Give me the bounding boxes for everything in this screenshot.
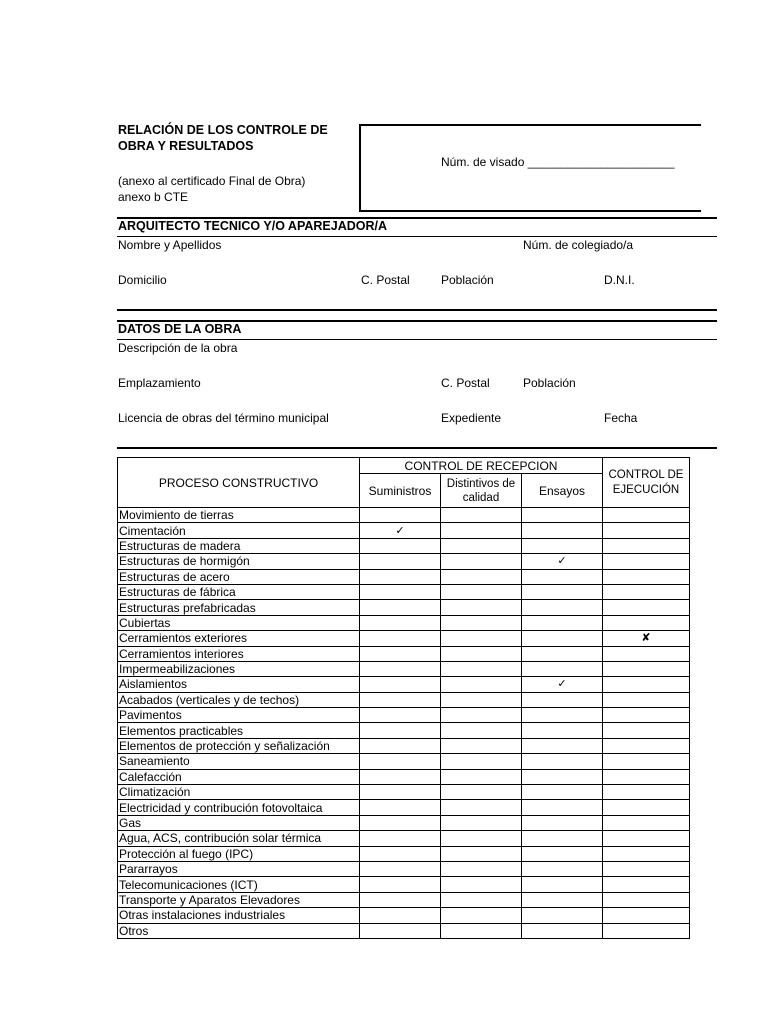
- cell-distintivos[interactable]: [441, 538, 522, 553]
- table-row: [118, 723, 690, 738]
- cell-ejecucion[interactable]: [603, 554, 690, 569]
- cell-ensayos[interactable]: [522, 508, 603, 523]
- cell-ejecucion[interactable]: [603, 923, 690, 938]
- cell-suministros[interactable]: [360, 692, 441, 707]
- cell-ejecucion[interactable]: [603, 569, 690, 584]
- col-suministros-header: Suministros: [360, 474, 441, 508]
- cell-distintivos[interactable]: [441, 723, 522, 738]
- cpostal-field[interactable]: C. Postal: [361, 273, 410, 287]
- cell-suministros[interactable]: [360, 584, 441, 599]
- table-row: [118, 800, 690, 815]
- cell-suministros[interactable]: [360, 908, 441, 923]
- cell-ejecucion[interactable]: [603, 800, 690, 815]
- table-row: [118, 769, 690, 784]
- proceso-label: Electricidad y contribución fotovoltaica: [118, 800, 360, 815]
- cell-ensayos[interactable]: [522, 523, 603, 538]
- table-row: [118, 646, 690, 661]
- cell-distintivos[interactable]: [441, 738, 522, 753]
- cell-ensayos[interactable]: [522, 615, 603, 630]
- annex-line-2: anexo b CTE: [118, 190, 189, 204]
- cell-suministros[interactable]: [360, 708, 441, 723]
- table-row: [118, 508, 690, 523]
- cell-distintivos[interactable]: [441, 754, 522, 769]
- table-row: [118, 708, 690, 723]
- proceso-label: Aislamientos: [118, 677, 360, 692]
- cell-suministros[interactable]: [360, 554, 441, 569]
- cell-suministros[interactable]: [360, 677, 441, 692]
- cell-suministros[interactable]: [360, 769, 441, 784]
- table-row: [118, 631, 690, 646]
- cell-ensayos[interactable]: [522, 646, 603, 661]
- cell-distintivos[interactable]: [441, 584, 522, 599]
- cell-suministros[interactable]: [360, 754, 441, 769]
- proceso-label: Estructuras de hormigón: [118, 554, 360, 569]
- col-distintivos-header: Distintivos de calidad: [441, 474, 522, 508]
- cell-ensayos[interactable]: [522, 877, 603, 892]
- proceso-label: Agua, ACS, contribución solar térmica: [118, 831, 360, 846]
- cell-distintivos[interactable]: [441, 800, 522, 815]
- cell-ejecucion[interactable]: [603, 861, 690, 876]
- cell-ensayos[interactable]: [522, 892, 603, 907]
- cell-ejecucion[interactable]: [603, 677, 690, 692]
- cell-suministros[interactable]: [360, 600, 441, 615]
- cell-ensayos[interactable]: [522, 631, 603, 646]
- annex-note: [118, 173, 358, 205]
- cell-ejecucion[interactable]: [603, 754, 690, 769]
- cell-ensayos[interactable]: [522, 769, 603, 784]
- cell-suministros[interactable]: [360, 723, 441, 738]
- cell-ejecucion[interactable]: [603, 615, 690, 630]
- cell-distintivos[interactable]: [441, 815, 522, 830]
- table-row: [118, 554, 690, 569]
- cell-ensayos[interactable]: [522, 584, 603, 599]
- cell-distintivos[interactable]: [441, 892, 522, 907]
- proceso-label: Transporte y Aparatos Elevadores: [118, 892, 360, 907]
- cell-distintivos[interactable]: [441, 877, 522, 892]
- cell-ensayos[interactable]: [522, 861, 603, 876]
- cell-distintivos[interactable]: [441, 646, 522, 661]
- cell-suministros[interactable]: [360, 738, 441, 753]
- cell-ejecucion[interactable]: [603, 846, 690, 861]
- col-proceso-header: PROCESO CONSTRUCTIVO: [118, 458, 360, 508]
- cell-ejecucion[interactable]: [603, 877, 690, 892]
- cell-ejecucion[interactable]: [603, 908, 690, 923]
- table-row: [118, 677, 690, 692]
- cell-ensayos[interactable]: [522, 846, 603, 861]
- cell-ensayos[interactable]: [522, 708, 603, 723]
- arquitecto-heading: ARQUITECTO TECNICO Y/O APAREJADOR/A: [118, 219, 388, 233]
- proceso-label: Movimiento de tierras: [118, 508, 360, 523]
- cell-ensayos[interactable]: [522, 569, 603, 584]
- descripcion-field[interactable]: Descripción de la obra: [118, 341, 238, 355]
- table-row: [118, 785, 690, 800]
- cell-ensayos[interactable]: [522, 908, 603, 923]
- cell-suministros[interactable]: [360, 615, 441, 630]
- cell-ejecucion[interactable]: [603, 831, 690, 846]
- table-row: [118, 831, 690, 846]
- proceso-label: Calefacción: [118, 769, 360, 784]
- cell-ejecucion[interactable]: [603, 785, 690, 800]
- domicilio-field[interactable]: Domicilio: [118, 273, 167, 287]
- cell-distintivos[interactable]: [441, 554, 522, 569]
- cell-ensayos[interactable]: [522, 723, 603, 738]
- obra-cpostal-field[interactable]: C. Postal: [441, 376, 490, 390]
- cell-ensayos[interactable]: [522, 923, 603, 938]
- dni-field[interactable]: D.N.I.: [604, 273, 635, 287]
- cell-ejecucion[interactable]: [603, 692, 690, 707]
- obra-heading: DATOS DE LA OBRA: [118, 322, 242, 336]
- proceso-label: Otras instalaciones industriales: [118, 908, 360, 923]
- proceso-label: Pararrayos: [118, 861, 360, 876]
- proceso-label: Estructuras de acero: [118, 569, 360, 584]
- table-row: [118, 754, 690, 769]
- cell-ensayos[interactable]: [522, 538, 603, 553]
- cell-distintivos[interactable]: [441, 923, 522, 938]
- cell-distintivos[interactable]: [441, 631, 522, 646]
- cell-suministros[interactable]: [360, 785, 441, 800]
- table-row: [118, 846, 690, 861]
- table-row: [118, 692, 690, 707]
- cell-suministros[interactable]: [360, 846, 441, 861]
- cell-suministros[interactable]: [360, 661, 441, 676]
- cell-suministros[interactable]: [360, 631, 441, 646]
- cell-distintivos[interactable]: [441, 785, 522, 800]
- annex-line-1: (anexo al certificado Final de Obra): [118, 174, 306, 188]
- cell-distintivos[interactable]: [441, 861, 522, 876]
- proceso-label: Cimentación: [118, 523, 360, 538]
- cell-ensayos[interactable]: [522, 738, 603, 753]
- cell-distintivos[interactable]: [441, 708, 522, 723]
- cell-distintivos[interactable]: [441, 677, 522, 692]
- cell-suministros[interactable]: [360, 815, 441, 830]
- cell-suministros[interactable]: [360, 861, 441, 876]
- cell-ensayos[interactable]: ✓: [522, 554, 603, 569]
- document-title: RELACIÓN DE LOS CONTROLE DE OBRA Y RESULTADOS: [118, 123, 328, 153]
- proceso-label: Acabados (verticales y de techos): [118, 692, 360, 707]
- table-row: [118, 538, 690, 553]
- proceso-label: Estructuras de fábrica: [118, 584, 360, 599]
- cell-ejecucion[interactable]: [603, 892, 690, 907]
- fecha-field[interactable]: Fecha: [604, 411, 638, 425]
- cell-distintivos[interactable]: [441, 846, 522, 861]
- cell-suministros[interactable]: [360, 892, 441, 907]
- proceso-label: Estructuras prefabricadas: [118, 600, 360, 615]
- table-row: [118, 600, 690, 615]
- cell-ejecucion[interactable]: [603, 769, 690, 784]
- obra-poblacion-field[interactable]: Población: [523, 376, 576, 390]
- cell-suministros[interactable]: [360, 800, 441, 815]
- cell-ejecucion[interactable]: [603, 738, 690, 753]
- table-row: [118, 661, 690, 676]
- cell-distintivos[interactable]: [441, 661, 522, 676]
- poblacion-field[interactable]: Población: [441, 273, 494, 287]
- cell-distintivos[interactable]: [441, 569, 522, 584]
- cell-distintivos[interactable]: [441, 769, 522, 784]
- table-row: [118, 523, 690, 538]
- cell-ejecucion[interactable]: [603, 815, 690, 830]
- cell-suministros[interactable]: [360, 569, 441, 584]
- cell-suministros[interactable]: [360, 646, 441, 661]
- proceso-label: Otros: [118, 923, 360, 938]
- table-row: [118, 569, 690, 584]
- proceso-label: Estructuras de madera: [118, 538, 360, 553]
- section-divider: [117, 339, 717, 340]
- table-row: [118, 908, 690, 923]
- cell-distintivos[interactable]: [441, 508, 522, 523]
- licencia-field[interactable]: Licencia de obras del término municipal: [118, 411, 329, 425]
- proceso-label: Elementos de protección y señalización: [118, 738, 360, 753]
- proceso-label: Saneamiento: [118, 754, 360, 769]
- table-row: [118, 738, 690, 753]
- cell-ensayos[interactable]: ✓: [522, 677, 603, 692]
- section-divider: [117, 236, 717, 237]
- visado-field[interactable]: Núm. de visado ______________________: [441, 155, 675, 169]
- cell-ensayos[interactable]: [522, 800, 603, 815]
- colegiado-field[interactable]: Núm. de colegiado/a: [523, 238, 634, 252]
- cell-ensayos[interactable]: [522, 661, 603, 676]
- cell-ensayos[interactable]: [522, 600, 603, 615]
- proceso-label: Protección al fuego (IPC): [118, 846, 360, 861]
- cell-ejecucion[interactable]: [603, 661, 690, 676]
- cell-ejecucion[interactable]: [603, 508, 690, 523]
- cell-ejecucion[interactable]: [603, 538, 690, 553]
- proceso-label: Cerramientos interiores: [118, 646, 360, 661]
- col-recepcion-header: CONTROL DE RECEPCION: [360, 458, 603, 474]
- proceso-label: Telecomunicaciones (ICT): [118, 877, 360, 892]
- cell-ejecucion[interactable]: [603, 523, 690, 538]
- nombre-field[interactable]: Nombre y Apellidos: [118, 238, 222, 252]
- cell-suministros[interactable]: [360, 538, 441, 553]
- cell-ejecucion[interactable]: [603, 708, 690, 723]
- cell-ensayos[interactable]: [522, 831, 603, 846]
- cell-ejecucion[interactable]: [603, 723, 690, 738]
- expediente-field[interactable]: Expediente: [441, 411, 502, 425]
- proceso-label: Elementos practicables: [118, 723, 360, 738]
- cell-suministros[interactable]: [360, 508, 441, 523]
- proceso-label: Impermeabilizaciones: [118, 661, 360, 676]
- proceso-label: Cubiertas: [118, 615, 360, 630]
- cell-ejecucion[interactable]: ✘: [603, 631, 690, 646]
- proceso-label: Climatización: [118, 785, 360, 800]
- cell-ejecucion[interactable]: [603, 646, 690, 661]
- table-row: [118, 615, 690, 630]
- cell-ensayos[interactable]: [522, 692, 603, 707]
- cell-ejecucion[interactable]: [603, 600, 690, 615]
- cell-suministros[interactable]: ✓: [360, 523, 441, 538]
- cell-ejecucion[interactable]: [603, 584, 690, 599]
- cell-ensayos[interactable]: [522, 785, 603, 800]
- cell-suministros[interactable]: [360, 831, 441, 846]
- emplazamiento-field[interactable]: Emplazamiento: [118, 376, 201, 390]
- proceso-label: Pavimentos: [118, 708, 360, 723]
- table-row: [118, 892, 690, 907]
- proceso-label: Cerramientos exteriores: [118, 631, 360, 646]
- cell-suministros[interactable]: [360, 923, 441, 938]
- arquitecto-section: [117, 217, 717, 311]
- table-row: [118, 877, 690, 892]
- cell-distintivos[interactable]: [441, 908, 522, 923]
- table-row: [118, 815, 690, 830]
- control-table: [117, 457, 690, 939]
- table-row: [118, 584, 690, 599]
- obra-section: [117, 320, 717, 449]
- cell-distintivos[interactable]: [441, 831, 522, 846]
- cell-distintivos[interactable]: [441, 692, 522, 707]
- col-ensayos-header: Ensayos: [522, 474, 603, 508]
- cell-ensayos[interactable]: [522, 815, 603, 830]
- table-row: [118, 861, 690, 876]
- cell-distintivos[interactable]: [441, 615, 522, 630]
- cell-ensayos[interactable]: [522, 754, 603, 769]
- col-ejecucion-header: CONTROL DE EJECUCIÓN: [603, 458, 690, 508]
- cell-distintivos[interactable]: [441, 600, 522, 615]
- cell-suministros[interactable]: [360, 877, 441, 892]
- cell-distintivos[interactable]: [441, 523, 522, 538]
- proceso-label: Gas: [118, 815, 360, 830]
- table-row: [118, 923, 690, 938]
